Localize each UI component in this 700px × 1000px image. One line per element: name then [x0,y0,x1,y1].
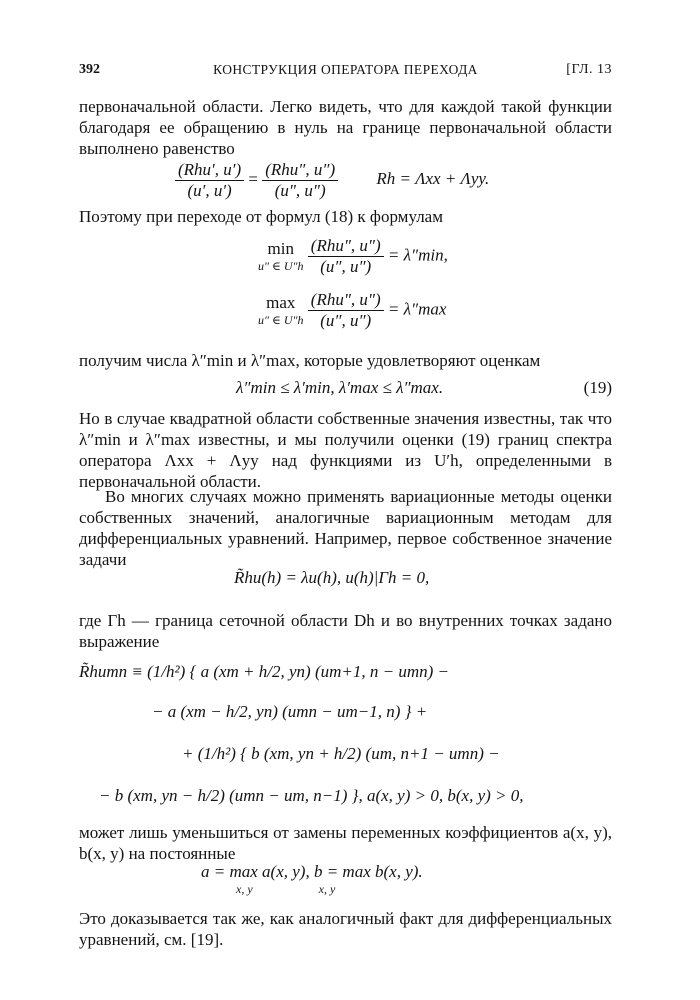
equation-max [258,290,446,331]
paragraph-2: Поэтому при переходе от формул (18) к формулам [79,207,443,226]
operator-line-3: + (1/h²) { b (xm, yn + h/2) (um, n+1 − umn) − [182,744,500,763]
equation-min [258,236,448,277]
operator-line-1: R̃humn ≡ (1/h²) { a (xm + h/2, yn) (um+1, n − umn) − [79,662,449,681]
operator-line-4: − b (xm, yn − h/2) (umn − um, n−1) }, a(x, y) > 0, b(x, y) > 0, [99,786,524,805]
eq1-denominator: (u′, u′) [187,181,232,200]
paragraph-3: получим числа λ″min и λ″max, которые удовлетворяют оценкам [79,351,541,370]
paragraph-4: Но в случае квадратной области собственные значения известны, так что λ″min и λ″max известны, и мы получили оценки (19) границ спектра оператора Λxx + Λyy над функциями из U′h, определенными в первоначальной области. [79,409,612,491]
operator-line-2: − a (xm − h/2, yn) (umn − um−1, n) } + [152,702,428,721]
paragraph-5: Во многих случаях можно применять вариационные методы оценки собственных значений, аналогичные вариационным методам для дифференциальных уравнений. Например, первое собственное значение задачи [79,487,612,569]
eq1-numerator: (Rhu′, u′) [175,160,244,181]
chapter-marker: [ГЛ. 13 [566,62,612,77]
paragraph-8: Это доказывается так же, как аналогичный факт для дифференциальных уравнений, см. [19]. [79,909,612,949]
equation-19: λ″min ≤ λ′min, λ′max ≤ λ″max. [236,378,444,397]
eq1-operator-def: Rh = Λxx + Λyy. [376,169,490,189]
equation-constant-coefficients: a = max a(x, y), b = max b(x, y). [201,862,423,881]
max-numerator: (Rhu″, u″) [308,290,384,311]
paragraph-6: где Γh — граница сеточной области Dh и во внутренних точках задано выражение [79,611,612,651]
paragraph-7: может лишь уменьшиться от замены переменных коэффициентов a(x, y), b(x, y) на постоянные [79,823,612,863]
equation-number-19: (19) [583,378,612,397]
min-numerator: (Rhu″, u″) [308,236,384,257]
equation-eigenproblem: R̃hu(h) = λu(h), u(h)|Γh = 0, [234,568,430,587]
equation-constant-subscripts: x, y x, y [236,882,336,896]
min-subscript: u″ ∈ U″h [258,259,304,273]
eq1-numerator-2: (Rhu″, u″) [262,160,338,181]
equation-rayleigh [175,160,489,201]
max-operator: max [266,293,296,312]
max-subscript: u″ ∈ U″h [258,313,304,327]
max-rhs: = λ″max [387,299,447,319]
running-title: КОНСТРУКЦИЯ ОПЕРАТОРА ПЕРЕХОДА [213,62,478,77]
min-denominator: (u″, u″) [320,257,372,276]
min-rhs: = λ″min, [387,245,448,265]
min-operator: min [267,239,294,258]
running-header [79,62,612,82]
paragraph-1: первоначальной области. Легко видеть, что для каждой такой функции благодаря ее обращению в нуль на границе первоначальной области выполнено равенство [79,97,612,158]
max-denominator: (u″, u″) [320,311,372,330]
page-number: 392 [79,62,100,77]
eq1-equals: = [248,169,258,189]
eq1-denominator-2: (u″, u″) [274,181,326,200]
